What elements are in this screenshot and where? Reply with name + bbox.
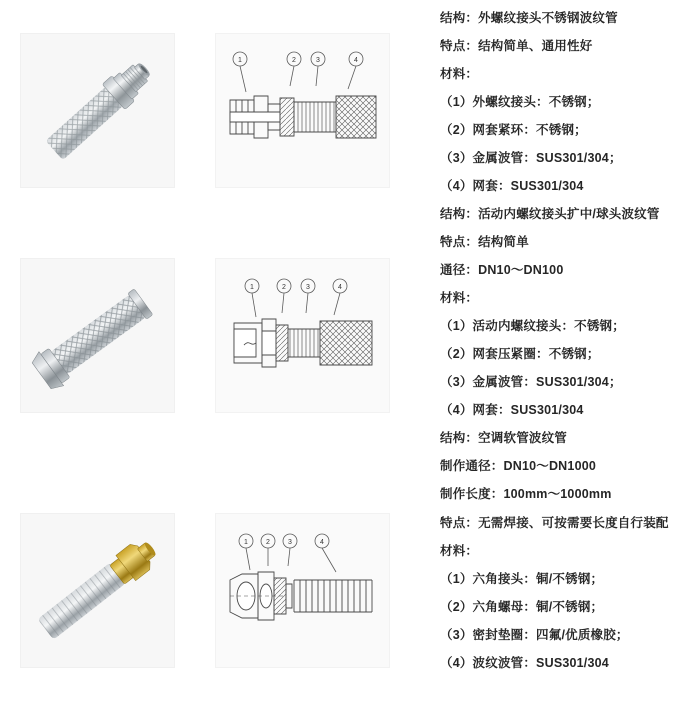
spec-line: （1）外螺纹接头：不锈钢；	[440, 95, 600, 109]
spec-line: （1）活动内螺纹接头：不锈钢；	[440, 319, 625, 333]
braided-hose-with-female-nut-photo	[20, 258, 175, 413]
spec-line: 材料：	[440, 291, 479, 305]
spec-line: 材料：	[440, 67, 479, 81]
corrugated-ac-hose-with-brass-nut-photo	[20, 513, 175, 668]
product-row	[0, 500, 430, 680]
spec-line: （3）密封垫圈：四氟/优质橡胶；	[440, 628, 629, 642]
spec-line: （2）网套紧环：不锈钢；	[440, 123, 587, 137]
spec-line: （4）网套：SUS301/304	[440, 403, 584, 417]
spec-line: （1）六角接头：铜/不锈钢；	[440, 572, 604, 586]
product-row	[0, 20, 430, 200]
product-row	[0, 245, 430, 425]
female-thread-union-section-drawing	[215, 258, 390, 413]
callout-3: 3	[288, 538, 292, 546]
spec-line: （2）网套压紧圈：不锈钢；	[440, 347, 600, 361]
callout-4: 4	[338, 283, 342, 291]
spec-line: （2）六角螺母：铜/不锈钢；	[440, 600, 604, 614]
callout-1: 1	[238, 56, 242, 64]
spec-line: （4）网套：SUS301/304	[440, 179, 584, 193]
callout-3: 3	[316, 56, 320, 64]
spec-line: 特点：结构简单、通用性好	[440, 39, 593, 53]
spec-line: （3）金属波管：SUS301/304；	[440, 151, 622, 165]
spec-line: 材料：	[440, 544, 479, 558]
callout-1: 1	[250, 283, 254, 291]
spec-line: 结构：活动内螺纹接头扩中/球头波纹管	[440, 207, 660, 221]
spec-text-column	[440, 0, 700, 721]
callout-4: 4	[320, 538, 324, 546]
spec-line: 特点：无需焊接、可按需要长度自行装配	[440, 516, 669, 530]
spec-line: 特点：结构简单	[440, 235, 529, 249]
spec-line: 结构：外螺纹接头不锈钢波纹管	[440, 11, 618, 25]
spec-line: 结构：空调软管波纹管	[440, 431, 568, 445]
male-thread-connector-section-drawing	[215, 33, 390, 188]
callout-3: 3	[306, 283, 310, 291]
spec-line: （3）金属波管：SUS301/304；	[440, 375, 622, 389]
spec-line: 制作长度：100mm～1000mm	[440, 487, 612, 501]
spec-line: 通径：DN10～DN100	[440, 263, 564, 277]
air-conditioner-hose-section-drawing	[215, 513, 390, 668]
callout-2: 2	[266, 538, 270, 546]
callout-4: 4	[354, 56, 358, 64]
callout-2: 2	[282, 283, 286, 291]
braided-hose-with-male-thread-photo	[20, 33, 175, 188]
spec-line: （4）波纹波管：SUS301/304	[440, 656, 609, 670]
spec-line: 制作通径：DN10～DN1000	[440, 459, 597, 473]
callout-1: 1	[244, 538, 248, 546]
callout-2: 2	[292, 56, 296, 64]
